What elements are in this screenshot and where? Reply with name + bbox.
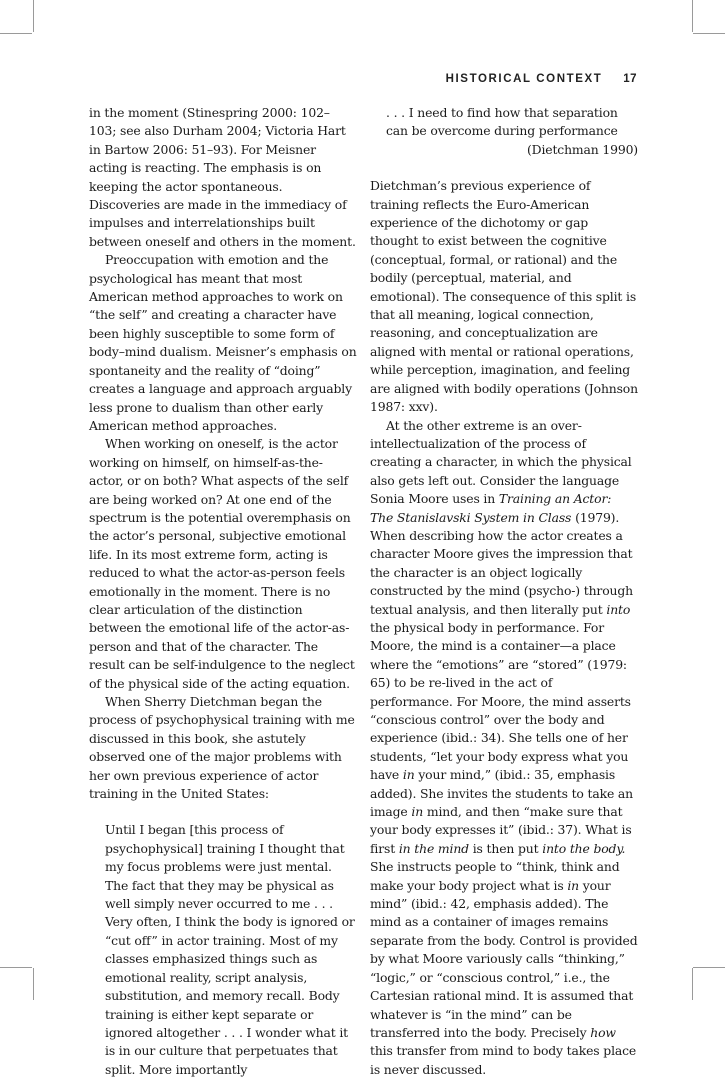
left-column bbox=[89, 104, 357, 1079]
emphasis-italic: into bbox=[606, 602, 630, 617]
crop-mark-top-left bbox=[33, 0, 34, 32]
page-number: 17 bbox=[623, 73, 637, 85]
block-quote-continued bbox=[370, 104, 638, 141]
text-run: this transfer from mind to body takes place is never discussed. bbox=[370, 1043, 636, 1076]
crop-mark-top-right-h bbox=[693, 33, 725, 34]
crop-mark-bottom-right-h bbox=[693, 967, 725, 968]
emphasis-italic: into the body. bbox=[542, 841, 625, 856]
emphasis-italic: in bbox=[567, 878, 579, 893]
text-run: mind, and then “make sure that your body expresses it” (ibid.: 37). What is first bbox=[370, 804, 632, 856]
right-column bbox=[370, 104, 638, 1079]
text-run: the physical body in performance. For Moore, the mind is a container—a place where the “emotions” are “stored” (1979: 65) to be re-lived in the act of performance. For Moore, the mind asserts “conscious control” over the body and experience (ibid.: 34). She tells one of her students, “let your body express what you have bbox=[370, 620, 631, 782]
crop-mark-bottom-left-h bbox=[0, 967, 32, 968]
crop-mark-top-right bbox=[692, 0, 693, 32]
text-run: is then put bbox=[469, 841, 542, 856]
paragraph-over-intellectualization bbox=[370, 417, 638, 1079]
text-run: She instructs people to “think, think and make your body project what is bbox=[370, 859, 620, 892]
quote-attribution: (Dietchman 1990) bbox=[370, 141, 638, 159]
emphasis-italic: in the mind bbox=[399, 841, 469, 856]
block-quote-continued-text: . . . I need to find how that separation can be overcome during performance bbox=[386, 104, 638, 141]
book-title-italic: Training an Actor: The Stanislavski System in Class bbox=[370, 491, 611, 524]
paragraph-dietchman-intro: When Sherry Dietchman began the process of psychophysical training with me discussed in this book, she astutely observed one of the major problems with her own previous experience of actor training in the United States: bbox=[89, 693, 357, 803]
block-quote-dietchman bbox=[89, 821, 357, 1079]
text-run: your mind” (ibid.: 42, emphasis added). The mind as a container of images remains separate from the body. Control is provided by what Moore variously calls “thinking,” “logic,” or “conscious control,” i.e., the Cartesian rational mind. It is assumed that whatever is “in the mind” can be transferred into the body. Precisely bbox=[370, 878, 637, 1040]
emphasis-italic: how bbox=[590, 1025, 616, 1040]
block-quote-text: Until I began [this process of psychophysical] training I thought that my focus problems were just mental. The fact that they may be physical as well simply never occurred to me . . . Very often, I think the body is ignored or “cut off” in actor training. Most of my classes emphasized things such as emotional reality, script analysis, substitution, and memory recall. Body training is either kept separate or ignored altogether . . . I wonder what it is in our culture that perpetuates that split. More importantly bbox=[105, 821, 357, 1079]
text-run: At the other extreme is an over-intellectualization of the process of creating a character, in which the physical also gets left out. Consider the language Sonia Moore uses in bbox=[370, 418, 632, 507]
text-run: (1979). When describing how the actor creates a character Moore gives the impression that the character is an object logically constructed by the mind (psycho-) through textual analysis, and then literally put bbox=[370, 510, 633, 617]
paragraph-meisner: in the moment (Stinespring 2000: 102–103; see also Durham 2004; Victoria Hart in Bartow 2006: 51–93). For Meisner acting is reacting. The emphasis is on keeping the actor spontaneous. Discoveries are made in the immediacy of impulses and interrelationships built between oneself and others in the moment. bbox=[89, 104, 357, 251]
paragraph-euro-american: Dietchman’s previous experience of training reflects the Euro-American experience of the dichotomy or gap thought to exist between the cognitive (conceptual, formal, or rational) and the bodily (perceptual, material, and emotional). The consequence of this split is that all meaning, logical connection, reasoning, and conceptualization are aligned with mental or rational operations, while perception, imagination, and feeling are aligned with bodily operations (Johnson 1987: xxv). bbox=[370, 177, 638, 416]
emphasis-italic: in bbox=[403, 767, 415, 782]
running-head bbox=[446, 73, 637, 85]
text-run: your mind,” (ibid.: 35, emphasis added). She invites the students to take an image bbox=[370, 767, 633, 819]
crop-mark-bottom-right bbox=[692, 968, 693, 1000]
paragraph-preoccupation: Preoccupation with emotion and the psychological has meant that most American method approaches to work on “the self” and creating a character have been highly susceptible to some form of body–mind dualism. Meisner’s emphasis on spontaneity and the reality of “doing” creates a language and approach arguably less prone to dualism than other early American method approaches. bbox=[89, 251, 357, 435]
section-title: HISTORICAL CONTEXT bbox=[446, 73, 603, 85]
crop-mark-bottom-left bbox=[33, 968, 34, 1000]
paragraph-working-on-oneself: When working on oneself, is the actor working on himself, on himself-as-the-actor, or on both? What aspects of the self are being worked on? At one end of the spectrum is the potential overemphasis on the actor’s personal, subjective emotional life. In its most extreme form, acting is reduced to what the actor-as-person feels emotionally in the moment. There is no clear articulation of the distinction between the emotional life of the actor-as-person and that of the character. The result can be self-indulgence to the neglect of the physical side of the acting equation. bbox=[89, 435, 357, 693]
emphasis-italic: in bbox=[411, 804, 423, 819]
crop-mark-top-left-h bbox=[0, 33, 32, 34]
